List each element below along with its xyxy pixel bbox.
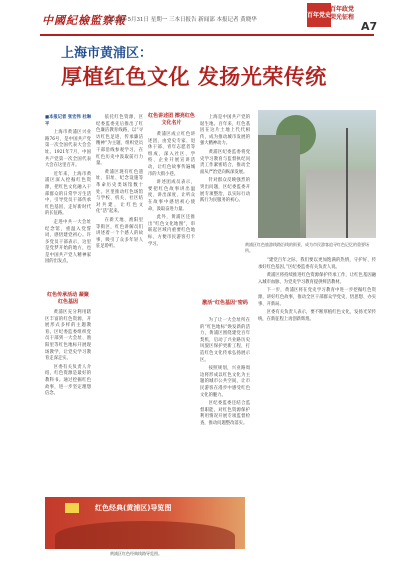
paragraph: 黄浦区纪委监委将党史学习教育与监督执纪问责工作紧密结合，推动全面从严治党向纵深发展。 xyxy=(200,149,250,175)
map-title: 红色经典(黄浦区)导览图 xyxy=(95,504,172,512)
column-6 xyxy=(258,258,376,325)
landscape-shape xyxy=(55,521,235,549)
subhead-2: 红色讲述团 擦亮红色文化名片 xyxy=(148,113,195,126)
column-5 xyxy=(200,318,250,430)
paragraph: 在新天地、渔阳里等街区，红色讲解员们讲述着一个个感人的故事，吸引了众多年轻人驻足聆听。 xyxy=(96,217,143,250)
paragraph: 黄浦区成立红色讲述团，由党史专家、退休干部、青年志愿者等组成，深入社区、学校、企业开展宣讲活动，让红色故事传遍城市的大街小巷。 xyxy=(148,132,195,177)
masthead xyxy=(0,0,400,36)
paragraph: 区委有关负责人介绍，红色资源是最好的教科书。通过挖掘红色故事，进一步坚定理想信念。 xyxy=(45,364,91,397)
paragraph: 针对群众反映强烈的突出问题，区纪委监委开展专项整治，以实际行动践行为民服务的初心。 xyxy=(200,178,250,204)
newspaper-logo: 中國紀檢監察報 xyxy=(42,14,126,27)
paragraph: 为了让一大会址所在的“红色地标”焕发新的活力，黄浦区围绕建党百年契机，启动了兴业路历史风貌区保护更新工程，打造红色文化传承弘扬展示区。 xyxy=(200,318,250,363)
masthead-rule xyxy=(40,34,374,36)
paragraph: 区纪委监委还结合监督职能，对红色资源保护利用情况开展专项监督检查，推动问题整改落实。 xyxy=(200,401,250,426)
paragraph: 依托红色资源，区纪委监委先后推出了红色廉洁教育线路，以“寻访红色足迹，传承廉洁精神”为主题，组织党员干部沿线参观学习，在红色历史中汲取前行力量。 xyxy=(96,115,143,167)
centennial-stamp: 百年党史 xyxy=(307,3,331,27)
red-tour-map-graphic xyxy=(45,497,245,549)
paragraph: 上海是中国共产党的诞生地。百年来，红色基因在这片土地上代代相传，成为推动城市发展的强大精神动力。 xyxy=(200,115,250,147)
column-2 xyxy=(96,115,143,253)
section-banner xyxy=(330,6,354,22)
lamp-pole-shape xyxy=(346,128,348,238)
paragraph: 黄浦区现有红色遗址、旧址、纪念设施等革命历史类场馆数十处。区里推动红色场馆与学校、机关、社区结对共建，让红色文化“活”起来。 xyxy=(96,169,143,215)
subhead-3: 激活“红色基因”密码 xyxy=(202,300,248,306)
column-3 xyxy=(148,132,195,250)
paragraph: 讲述团成员表示，要把红色故事讲出温度、讲出深度，让听众在故事中感悟初心使命，汲取奋进力量。 xyxy=(148,180,195,212)
street-photo xyxy=(258,110,376,238)
photo-caption: 黄浦区红色旅游线路沿线的街景，成为市民游客追寻红色记忆的重要场所。 xyxy=(245,242,369,253)
article-kicker: 上海市黄浦区： xyxy=(61,46,153,61)
subhead-1: 红色传承活动 凝聚红色基因 xyxy=(47,292,89,305)
paragraph: 区委有关负责人表示，要不断厚植红色文化，发扬光荣传统，在新征程上再创新辉煌。 xyxy=(258,310,376,322)
article-headline: 厚植红色文化 发扬光荣传统 xyxy=(61,65,327,89)
map-caption: 黄浦区红色经典线路导览图。 xyxy=(110,551,162,556)
flag-icon xyxy=(65,503,79,513)
paragraph: 近年来，上海市黄浦区深入挖掘红色资源，把红色文化融入干部群众的日常学习生活中，引导党员干部传承红色基因，走好新时代的长征路。 xyxy=(45,171,91,217)
paragraph: 黄浦区充分利用辖区丰富的红色资源，开展形式多样的主题教育。区纪委监委组织党员干部到一大会址、渔阳里等红色地标开展现场教学，让党史学习教育走深走实。 xyxy=(45,310,91,362)
byline: ■本报记者 张宏伟 杜琳平 xyxy=(45,115,91,127)
banner-line-2: 荣光征程 xyxy=(330,14,355,21)
column-1b xyxy=(45,310,91,400)
paragraph: 走进中共一大会址纪念馆，重温入党誓词，感悟建党初心。许多党员干部表示，这里是党梦开始的地方，也是中国共产党人精神家园的出发点。 xyxy=(45,219,91,265)
paragraph: 下一步，黄浦区将在党史学习教育中进一步挖掘红色资源，讲好红色故事，推动全区干部群众学党史、悟思想、办实事、开新局。 xyxy=(258,288,376,307)
column-4 xyxy=(200,115,250,207)
paragraph: 黄浦区将持续推进红色资源保护传承工作，让红色基因融入城市血脉，为党史学习教育提供鲜活教材。 xyxy=(258,273,376,285)
banner-line-1: 百年政党 xyxy=(330,6,355,13)
paragraph: “建党百年之际，我们要以更加饱满的热情，守护好、传承好红色基因。”区纪委监委有关负责人说。 xyxy=(258,258,376,270)
page-number: A7 xyxy=(361,20,378,33)
column-1 xyxy=(45,115,91,268)
dateline: 2021年5月31日 星期一 三本日报告 新闻部 本报记者 黄晓华 xyxy=(108,17,257,23)
paragraph: 此外，黄浦区还推出“红色文化地图”，串联起区域内重要红色地标，方便市民游客打卡学习。 xyxy=(148,215,195,247)
wall-shape xyxy=(258,135,300,238)
paragraph: 按照规划，兴业路周边将形成以红色文化为主题的城市公共空间，让市民游客在漫步中感受红色文化的魅力。 xyxy=(200,366,250,398)
paragraph: 上海市黄浦区兴业路76号，是中国共产党第一次全国代表大会会址。1921年7月，中国共产党第一次全国代表大会在这里召开。 xyxy=(45,130,91,169)
road-shape xyxy=(306,170,376,238)
